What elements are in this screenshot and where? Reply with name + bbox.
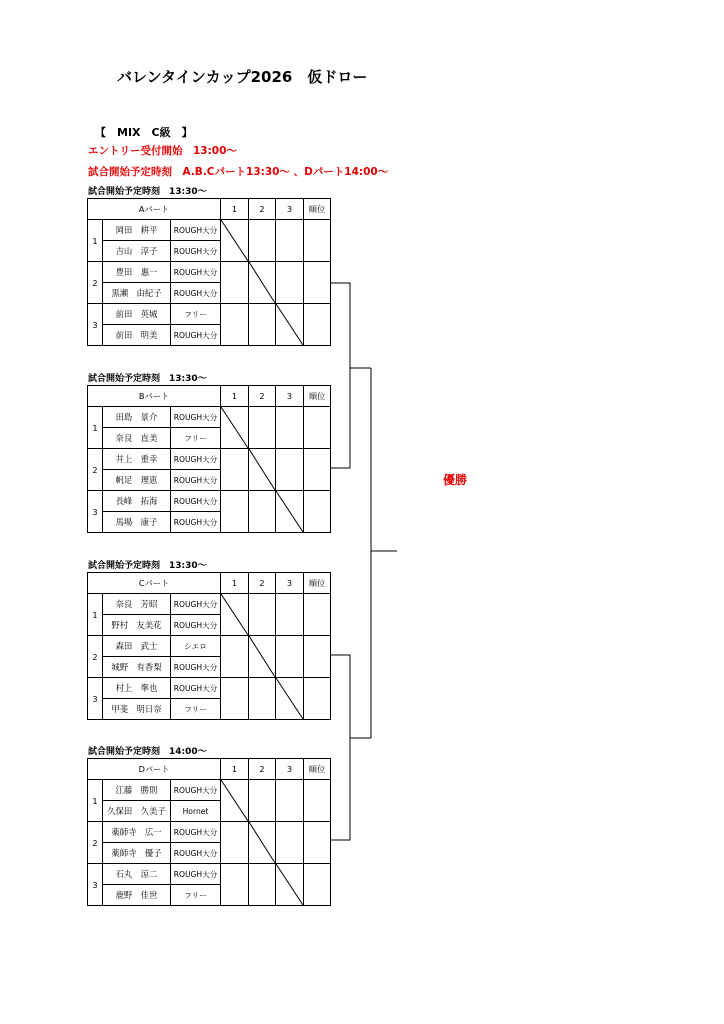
player-club: シエロ bbox=[171, 636, 221, 657]
pair-number: 2 bbox=[88, 822, 103, 864]
bracket-line-b bbox=[330, 368, 350, 468]
pair-number: 3 bbox=[88, 678, 103, 720]
player-name: 前田 明美 bbox=[103, 325, 171, 346]
player-name: 黒瀬 由紀子 bbox=[103, 283, 171, 304]
player-name: 村上 準也 bbox=[103, 678, 171, 699]
bracket-line-d bbox=[330, 738, 350, 840]
part-label: Cパート bbox=[88, 573, 221, 594]
player-name: 馬場 康子 bbox=[103, 512, 171, 533]
column-header: 順位 bbox=[304, 759, 331, 780]
column-header: 3 bbox=[276, 759, 304, 780]
player-club: ROUGH大分 bbox=[171, 512, 221, 533]
player-club: Hornet bbox=[171, 801, 221, 822]
player-club: ROUGH大分 bbox=[171, 220, 221, 241]
player-name: 奈良 直美 bbox=[103, 428, 171, 449]
player-club: ROUGH大分 bbox=[171, 780, 221, 801]
player-name: 前田 英城 bbox=[103, 304, 171, 325]
player-club: ROUGH大分 bbox=[171, 822, 221, 843]
column-header: 順位 bbox=[304, 199, 331, 220]
group-start-time: 試合開始予定時刻 13:30～ bbox=[88, 561, 207, 571]
player-club: フリー bbox=[171, 699, 221, 720]
pair-number: 1 bbox=[88, 594, 103, 636]
player-name: 森田 武士 bbox=[103, 636, 171, 657]
player-club: フリー bbox=[171, 885, 221, 906]
pair-number: 1 bbox=[88, 220, 103, 262]
pair-number: 1 bbox=[88, 780, 103, 822]
player-name: 石丸 涼二 bbox=[103, 864, 171, 885]
column-header: 3 bbox=[276, 199, 304, 220]
group-start-time: 試合開始予定時刻 14:00～ bbox=[88, 747, 207, 757]
player-club: フリー bbox=[171, 428, 221, 449]
player-club: ROUGH大分 bbox=[171, 491, 221, 512]
player-club: ROUGH大分 bbox=[171, 449, 221, 470]
player-name: 岡田 耕平 bbox=[103, 220, 171, 241]
player-club: ROUGH大分 bbox=[171, 283, 221, 304]
player-name: 鹿野 佳世 bbox=[103, 885, 171, 906]
player-name: 野村 友美花 bbox=[103, 615, 171, 636]
player-club: ROUGH大分 bbox=[171, 864, 221, 885]
column-header: 2 bbox=[249, 573, 276, 594]
player-name: 井上 重幸 bbox=[103, 449, 171, 470]
player-name: 田島 景介 bbox=[103, 407, 171, 428]
player-club: ROUGH大分 bbox=[171, 241, 221, 262]
player-club: ROUGH大分 bbox=[171, 325, 221, 346]
column-header: 2 bbox=[249, 199, 276, 220]
page-title: バレンタインカップ2026 仮ドロー bbox=[117, 68, 368, 86]
column-header: 1 bbox=[221, 199, 249, 220]
player-name: 帆足 理恵 bbox=[103, 470, 171, 491]
player-club: ROUGH大分 bbox=[171, 262, 221, 283]
pair-number: 1 bbox=[88, 407, 103, 449]
pair-number: 2 bbox=[88, 262, 103, 304]
pair-number: 2 bbox=[88, 449, 103, 491]
player-name: 城野 有香梨 bbox=[103, 657, 171, 678]
start-time-notice: 試合開始予定時刻 A.B.Cパート13:30～ 、Dパート14:00～ bbox=[88, 166, 389, 178]
column-header: 順位 bbox=[304, 386, 331, 407]
column-header: 1 bbox=[221, 386, 249, 407]
player-name: 薬師寺 優子 bbox=[103, 843, 171, 864]
player-name: 奈良 芳昭 bbox=[103, 594, 171, 615]
player-club: ROUGH大分 bbox=[171, 843, 221, 864]
column-header: 2 bbox=[249, 759, 276, 780]
column-header: 順位 bbox=[304, 573, 331, 594]
player-name: 長峰 拓海 bbox=[103, 491, 171, 512]
champion-label: 優勝 bbox=[443, 473, 468, 487]
player-club: ROUGH大分 bbox=[171, 615, 221, 636]
player-club: ROUGH大分 bbox=[171, 407, 221, 428]
bracket-line-c bbox=[330, 655, 371, 738]
player-name: 久保田 久美子 bbox=[103, 801, 171, 822]
entry-notice: エントリー受付開始 13:00～ bbox=[88, 145, 237, 157]
pair-number: 3 bbox=[88, 864, 103, 906]
part-label: Bパート bbox=[88, 386, 221, 407]
player-name: 甲斐 明日奈 bbox=[103, 699, 171, 720]
player-club: ROUGH大分 bbox=[171, 657, 221, 678]
player-club: ROUGH大分 bbox=[171, 470, 221, 491]
category-heading: 【 MIX C級 】 bbox=[95, 126, 193, 139]
column-header: 3 bbox=[276, 386, 304, 407]
pair-number: 3 bbox=[88, 304, 103, 346]
pair-number: 3 bbox=[88, 491, 103, 533]
group-start-time: 試合開始予定時刻 13:30～ bbox=[88, 374, 207, 384]
column-header: 1 bbox=[221, 573, 249, 594]
bracket-line-a bbox=[330, 283, 371, 368]
player-name: 江藤 勝則 bbox=[103, 780, 171, 801]
part-label: Aパート bbox=[88, 199, 221, 220]
player-club: ROUGH大分 bbox=[171, 678, 221, 699]
player-name: 豊田 惠一 bbox=[103, 262, 171, 283]
player-club: ROUGH大分 bbox=[171, 594, 221, 615]
part-label: Dパート bbox=[88, 759, 221, 780]
column-header: 1 bbox=[221, 759, 249, 780]
player-name: 吉山 淳子 bbox=[103, 241, 171, 262]
player-club: フリー bbox=[171, 304, 221, 325]
group-start-time: 試合開始予定時刻 13:30～ bbox=[88, 187, 207, 197]
column-header: 2 bbox=[249, 386, 276, 407]
pair-number: 2 bbox=[88, 636, 103, 678]
player-name: 薬師寺 広一 bbox=[103, 822, 171, 843]
column-header: 3 bbox=[276, 573, 304, 594]
